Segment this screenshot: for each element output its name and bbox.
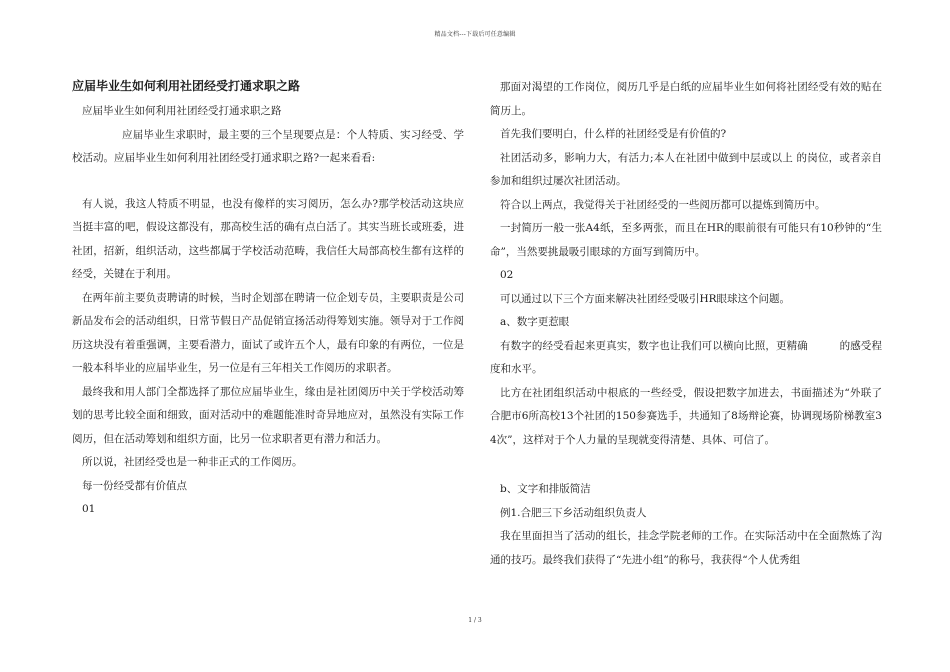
section-number: 02 [500,269,514,281]
paragraph: 在两年前主要负责聘请的时候，当时企划部在聘请一位企划专员，主要职责是公司新品发布会的活动组织，日常节假日产品促销宣扬活动得筹划实施。领导对于工作阅历这块没有着重强调，主要看潜力，面试了或许五个人，最有印象的有两位，一位是一般本科毕业的应届毕业生，另一位是有三年相关工作阅历的求职者。 [72,291,464,374]
section-heading: 每一份经受都有价值点 [82,479,187,492]
paragraph: 首先我们要明白，什么样的社团经受是有价值的? [500,128,727,140]
paragraph: 可以通过以下三个方面来解决社团经受吸引HR眼球这个问题。 [500,292,791,305]
subheading: a、数字更惹眼 [500,316,570,328]
intro-paragraph: 应届毕业生求职时，最主要的三个呈现要点是：个人特质、实习经受、学校活动。应届毕业生如何利用社团经受打通求职之路?一起来看看: [72,128,464,164]
paragraph: 我在里面担当了活动的组长，挂念学院老师的工作。在实际活动中在全面熬炼了沟通的技巧。最终我们获得了“先进小组”的称号，我获得“个人优秀组 [490,530,882,566]
right-column [490,76,882,572]
example-heading: 例1.合肥三下乡活动组织负责人 [500,506,647,519]
paragraph: 有数字的经受看起来更真实，数字也让我们可以横向比照，更精确 的感受程度和水平。 [490,339,882,375]
left-column [72,76,464,522]
paragraph: 那面对渴望的工作岗位，阅历几乎是白纸的应届毕业生如何将社团经受有效的贴在简历上。 [490,81,882,117]
paragraph: 有人说，我这人特质不明显，也没有像样的实习阅历，怎么办?那学校活动这块应当挺丰富的吧，假设这都没有，那高校生活的确有点白活了。其实当班长或班委，进社团，招新，组织活动，这些都属于学校活动范畴，我信任大局部高校生都有这样的经受，关键在于利用。 [72,197,464,280]
paragraph: 符合以上两点，我觉得关于社团经受的一些阅历都可以提炼到简历中。 [500,198,826,211]
paragraph: 社团活动多，影响力大，有活力;本人在社团中做到中层或以上 的岗位，或者亲自参加和组织过屡次社团活动。 [490,151,882,187]
subheading: b、文字和排版简洁 [500,483,591,495]
paragraph: 最终我和用人部门全都选择了那位应届毕业生，缘由是社团阅历中关于学校活动筹划的思考比较全面和细致，面对活动中的难题能准时奇异地应对，虽然没有实际工作阅历，但在活动筹划和组织方面，比另一位求职者更有潜力和活力。 [72,385,464,445]
paragraph: 一封简历一般一张A4纸，至多两张，而且在HR的眼前很有可能只有10秒钟的“生命”，当然要挑最吸引眼球的方面写到简历中。 [490,222,882,258]
page-header: 精品文档---下载后可任意编辑 [434,31,516,38]
document-title: 应届毕业生如何利用社团经受打通求职之路 [72,79,301,93]
page-number: 1 / 3 [468,617,482,624]
paragraph: 比方在社团组织活动中根底的一些经受，假设把数字加进去，书面描述为“外联了合肥市6所高校13个社团的150参赛选手，共通知了8场辩论赛，协调现场阶梯教室34次”，这样对于个人力量的呈现就变得清楚、具体、可信了。 [490,386,882,446]
subtitle-paragraph: 应届毕业生如何利用社团经受打通求职之路 [82,105,282,117]
section-number: 01 [82,503,96,515]
blank-line [490,452,882,478]
blank-line [72,171,464,193]
paragraph: 所以说，社团经受也是一种非正式的工作阅历。 [82,456,303,468]
